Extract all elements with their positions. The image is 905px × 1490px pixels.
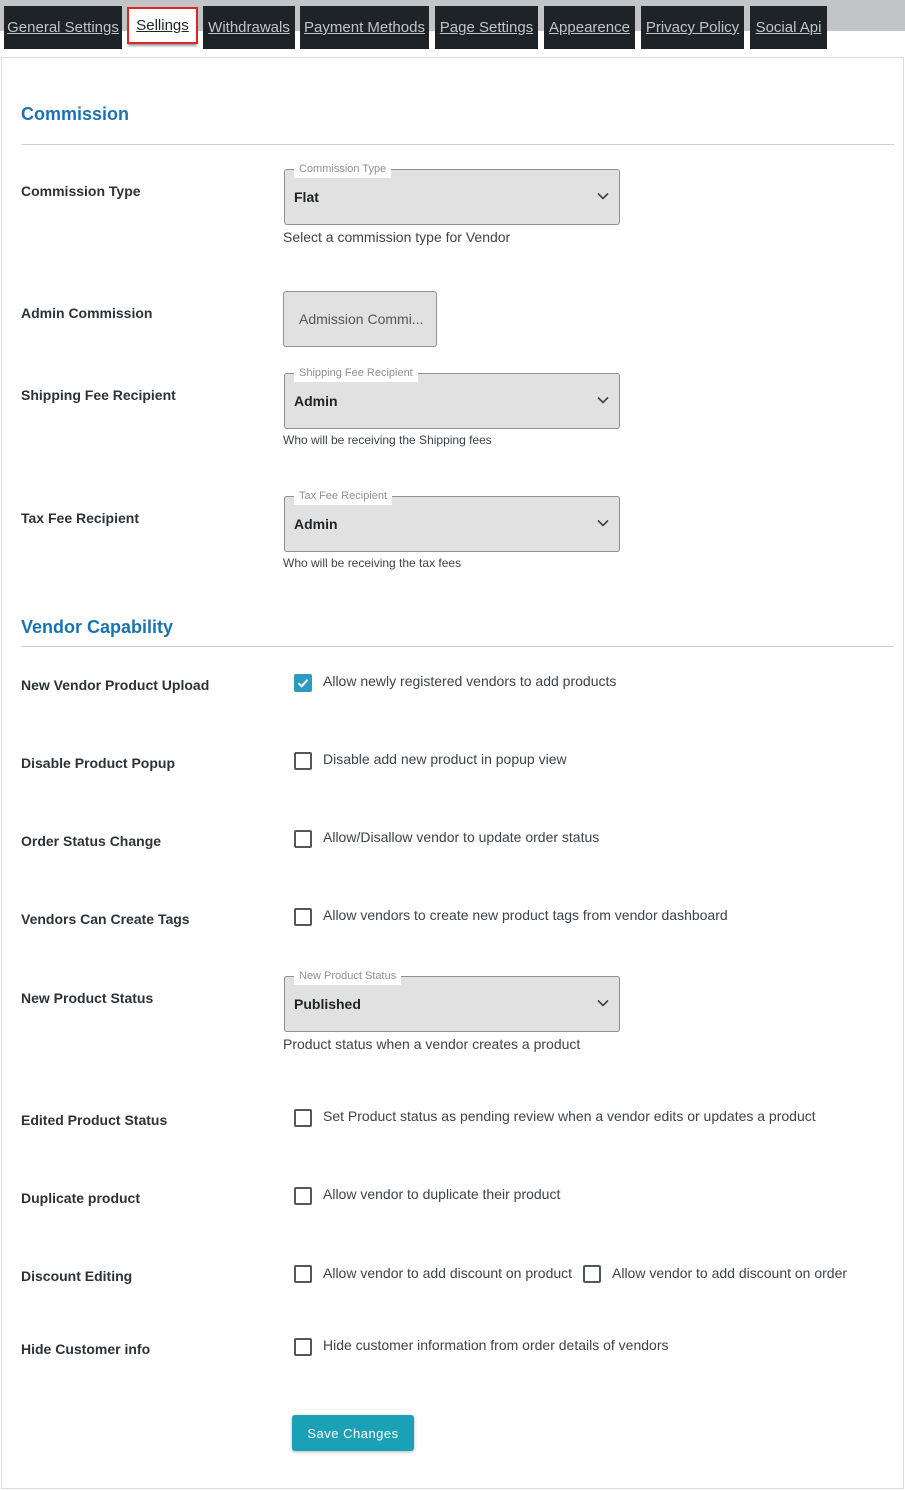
create-tags-checkbox[interactable] — [294, 908, 312, 926]
commission-section-title: Commission — [21, 104, 130, 124]
commission-type-label: Commission Type — [21, 183, 141, 199]
create-tags-option: Allow vendors to create new product tags from vendor dashboard — [323, 907, 728, 923]
order-status-option: Allow/Disallow vendor to update order status — [323, 829, 600, 845]
discount-order-option: Allow vendor to add discount on order — [612, 1265, 848, 1281]
edited-status-label: Edited Product Status — [21, 1112, 168, 1128]
vendor-capability-divider — [21, 646, 894, 647]
chevron-down-icon — [597, 192, 609, 200]
tab-privacy-policy[interactable]: Privacy Policy — [641, 6, 744, 49]
vendor-capability-section-title: Vendor Capability — [21, 617, 174, 637]
disable-popup-checkbox[interactable] — [294, 752, 312, 770]
chevron-down-icon — [597, 519, 609, 527]
duplicate-checkbox[interactable] — [294, 1187, 312, 1205]
admin-commission-label: Admin Commission — [21, 305, 153, 321]
new-vendor-upload-option: Allow newly registered vendors to add products — [323, 673, 617, 689]
tax-fee-help: Who will be receiving the tax fees — [283, 556, 462, 570]
order-status-checkbox[interactable] — [294, 830, 312, 848]
hide-customer-checkbox[interactable] — [294, 1338, 312, 1356]
tax-fee-value: Admin — [294, 516, 338, 532]
chevron-down-icon — [597, 999, 609, 1007]
commission-type-value: Flat — [294, 189, 319, 205]
commission-type-select[interactable] — [284, 163, 620, 225]
checkmark-icon — [297, 677, 309, 689]
tab-withdrawals[interactable]: Withdrawals — [203, 6, 295, 49]
discount-label: Discount Editing — [21, 1268, 133, 1284]
tax-fee-label: Tax Fee Recipient — [21, 510, 140, 526]
chevron-down-icon — [597, 396, 609, 404]
new-product-status-select[interactable] — [284, 970, 620, 1032]
new-product-status-legend: New Product Status — [294, 969, 401, 985]
shipping-fee-legend: Shipping Fee Recipient — [294, 366, 418, 382]
tax-fee-select[interactable] — [284, 490, 620, 552]
tax-fee-legend: Tax Fee Recipient — [294, 489, 392, 505]
new-product-status-help: Product status when a vendor creates a product — [283, 1036, 581, 1052]
new-product-status-value: Published — [294, 996, 361, 1012]
new-product-status-label: New Product Status — [21, 990, 154, 1006]
disable-popup-option: Disable add new product in popup view — [323, 751, 567, 767]
tab-page-settings[interactable]: Page Settings — [435, 6, 538, 49]
disable-popup-label: Disable Product Popup — [21, 755, 176, 771]
discount-product-option: Allow vendor to add discount on product — [323, 1265, 573, 1281]
hide-customer-option: Hide customer information from order details of vendors — [323, 1337, 669, 1353]
edited-status-checkbox[interactable] — [294, 1109, 312, 1127]
commission-type-legend: Commission Type — [294, 162, 391, 178]
commission-type-help: Select a commission type for Vendor — [283, 229, 511, 245]
shipping-fee-label: Shipping Fee Recipient — [21, 387, 176, 403]
tab-appearence[interactable]: Appearence — [544, 6, 635, 49]
save-changes-button[interactable]: Save Changes — [292, 1415, 414, 1451]
settings-tab-bar — [0, 0, 905, 58]
shipping-fee-select[interactable] — [284, 367, 620, 429]
tab-general-settings[interactable]: General Settings — [4, 6, 122, 49]
admin-commission-input[interactable]: Admission Commi... — [283, 291, 437, 347]
duplicate-label: Duplicate product — [21, 1190, 141, 1206]
shipping-fee-help: Who will be receiving the Shipping fees — [283, 433, 492, 447]
tab-sellings[interactable]: Sellings — [127, 7, 198, 44]
tab-social-api[interactable]: Social Api — [750, 6, 827, 49]
discount-order-checkbox[interactable] — [583, 1265, 601, 1283]
commission-divider — [21, 144, 894, 145]
new-vendor-upload-checkbox[interactable] — [294, 674, 312, 692]
tab-payment-methods[interactable]: Payment Methods — [300, 6, 429, 49]
order-status-label: Order Status Change — [21, 833, 162, 849]
create-tags-label: Vendors Can Create Tags — [21, 911, 190, 927]
shipping-fee-value: Admin — [294, 393, 338, 409]
hide-customer-label: Hide Customer info — [21, 1341, 151, 1357]
discount-product-checkbox[interactable] — [294, 1265, 312, 1283]
duplicate-option: Allow vendor to duplicate their product — [323, 1186, 561, 1202]
edited-status-option: Set Product status as pending review when a vendor edits or updates a product — [323, 1108, 816, 1124]
new-vendor-upload-label: New Vendor Product Upload — [21, 677, 210, 693]
